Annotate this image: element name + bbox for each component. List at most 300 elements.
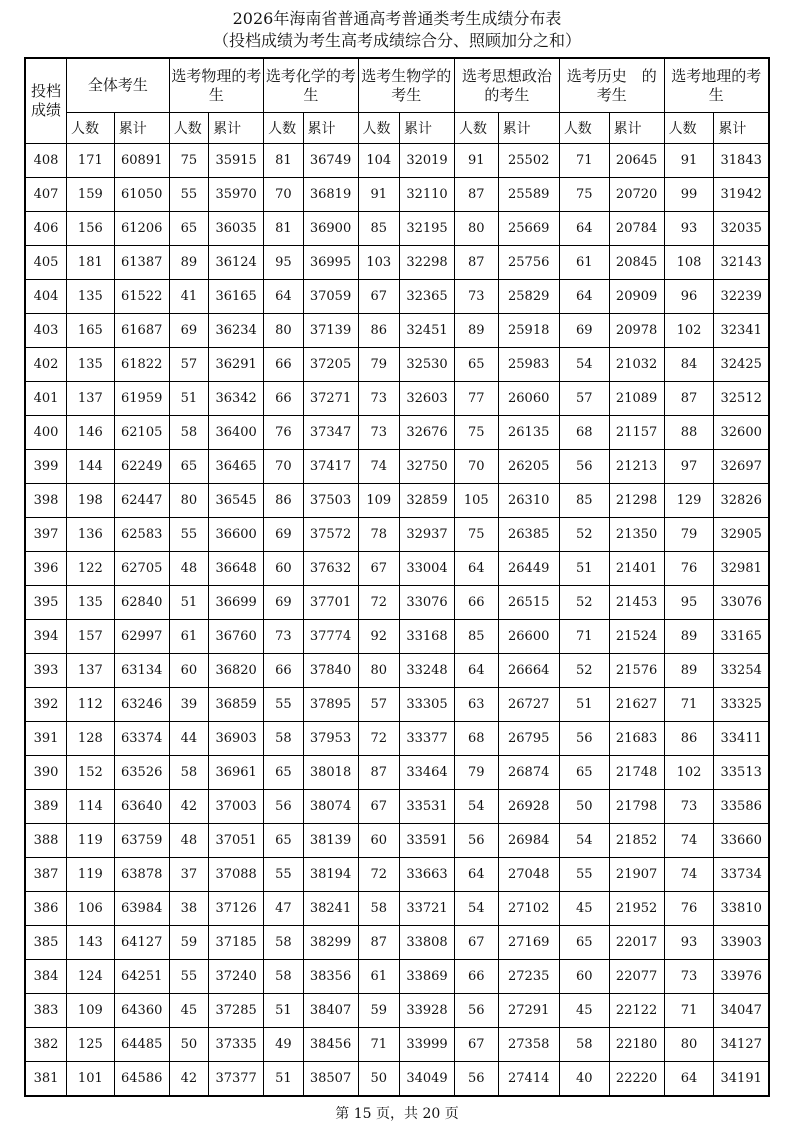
count-cell: 45 [169, 994, 208, 1028]
cumulative-cell: 62447 [114, 484, 169, 518]
score-cell: 407 [25, 178, 66, 212]
cumulative-cell: 33076 [714, 586, 769, 620]
cumulative-cell: 20784 [609, 212, 664, 246]
cumulative-cell: 26515 [498, 586, 559, 620]
count-cell: 96 [664, 280, 714, 314]
score-cell: 405 [25, 246, 66, 280]
cumulative-cell: 37059 [303, 280, 358, 314]
cumulative-cell: 21627 [609, 688, 664, 722]
table-row [25, 144, 769, 178]
count-cell: 135 [66, 348, 114, 382]
cumulative-cell: 37139 [303, 314, 358, 348]
count-cell: 80 [455, 212, 499, 246]
score-cell: 397 [25, 518, 66, 552]
cumulative-cell: 22220 [609, 1062, 664, 1097]
count-cell: 165 [66, 314, 114, 348]
cumulative-cell: 37347 [303, 416, 358, 450]
cumulative-cell: 33999 [400, 1028, 455, 1062]
cumulative-cell: 37205 [303, 348, 358, 382]
cumulative-cell: 37051 [209, 824, 264, 858]
cumulative-cell: 37572 [303, 518, 358, 552]
cumulative-cell: 36900 [303, 212, 358, 246]
cumulative-cell: 33377 [400, 722, 455, 756]
cumulative-cell: 64485 [114, 1028, 169, 1062]
count-cell: 55 [169, 960, 208, 994]
header-group-geography: 选考地理的考生 [664, 58, 769, 113]
cumulative-cell: 36600 [209, 518, 264, 552]
count-cell: 57 [169, 348, 208, 382]
count-cell: 152 [66, 756, 114, 790]
table-row [25, 178, 769, 212]
count-cell: 112 [66, 688, 114, 722]
count-cell: 52 [559, 654, 609, 688]
cumulative-cell: 63526 [114, 756, 169, 790]
cumulative-cell: 33591 [400, 824, 455, 858]
header-group-chemistry: 选考化学的考生 [264, 58, 358, 113]
cumulative-cell: 63759 [114, 824, 169, 858]
count-cell: 95 [264, 246, 303, 280]
count-cell: 95 [664, 586, 714, 620]
cumulative-cell: 36820 [209, 654, 264, 688]
cumulative-cell: 38139 [303, 824, 358, 858]
count-cell: 52 [559, 586, 609, 620]
table-row [25, 246, 769, 280]
count-cell: 75 [169, 144, 208, 178]
cumulative-cell: 36859 [209, 688, 264, 722]
cumulative-cell: 33976 [714, 960, 769, 994]
cumulative-cell: 37953 [303, 722, 358, 756]
cumulative-cell: 34191 [714, 1062, 769, 1097]
page-title: 2026年海南省普通高考普通类考生成绩分布表 [232, 9, 562, 28]
score-cell: 391 [25, 722, 66, 756]
count-cell: 80 [264, 314, 303, 348]
cumulative-cell: 25983 [498, 348, 559, 382]
header-group-all: 全体考生 [66, 58, 169, 113]
count-cell: 54 [559, 348, 609, 382]
count-cell: 78 [358, 518, 399, 552]
score-cell: 400 [25, 416, 66, 450]
count-cell: 55 [169, 178, 208, 212]
count-cell: 88 [664, 416, 714, 450]
count-cell: 119 [66, 858, 114, 892]
score-cell: 383 [25, 994, 66, 1028]
count-cell: 136 [66, 518, 114, 552]
cumulative-cell: 38299 [303, 926, 358, 960]
count-cell: 89 [169, 246, 208, 280]
score-cell: 401 [25, 382, 66, 416]
count-cell: 67 [358, 552, 399, 586]
cumulative-cell: 62105 [114, 416, 169, 450]
header-cumulative: 累计 [498, 113, 559, 144]
table-row [25, 654, 769, 688]
count-cell: 68 [559, 416, 609, 450]
cumulative-cell: 61050 [114, 178, 169, 212]
count-cell: 65 [169, 212, 208, 246]
cumulative-cell: 21576 [609, 654, 664, 688]
count-cell: 51 [169, 586, 208, 620]
count-cell: 69 [559, 314, 609, 348]
cumulative-cell: 27235 [498, 960, 559, 994]
cumulative-cell: 36465 [209, 450, 264, 484]
cumulative-cell: 21032 [609, 348, 664, 382]
count-cell: 73 [358, 382, 399, 416]
table-row [25, 620, 769, 654]
count-cell: 65 [559, 756, 609, 790]
count-cell: 50 [559, 790, 609, 824]
count-cell: 86 [664, 722, 714, 756]
score-cell: 392 [25, 688, 66, 722]
cumulative-cell: 64127 [114, 926, 169, 960]
count-cell: 48 [169, 552, 208, 586]
cumulative-cell: 21089 [609, 382, 664, 416]
count-cell: 67 [358, 790, 399, 824]
cumulative-cell: 33254 [714, 654, 769, 688]
cumulative-cell: 22077 [609, 960, 664, 994]
cumulative-cell: 61387 [114, 246, 169, 280]
count-cell: 71 [559, 620, 609, 654]
count-cell: 44 [169, 722, 208, 756]
cumulative-cell: 38074 [303, 790, 358, 824]
count-cell: 58 [358, 892, 399, 926]
count-cell: 67 [455, 1028, 499, 1062]
cumulative-cell: 36165 [209, 280, 264, 314]
count-cell: 51 [169, 382, 208, 416]
cumulative-cell: 38456 [303, 1028, 358, 1062]
cumulative-cell: 22180 [609, 1028, 664, 1062]
count-cell: 58 [264, 960, 303, 994]
count-cell: 72 [358, 722, 399, 756]
count-cell: 65 [264, 756, 303, 790]
count-cell: 52 [559, 518, 609, 552]
cumulative-cell: 21748 [609, 756, 664, 790]
count-cell: 124 [66, 960, 114, 994]
count-cell: 87 [358, 926, 399, 960]
count-cell: 55 [264, 688, 303, 722]
cumulative-cell: 33411 [714, 722, 769, 756]
table-row [25, 280, 769, 314]
score-cell: 390 [25, 756, 66, 790]
count-cell: 58 [169, 416, 208, 450]
score-cell: 404 [25, 280, 66, 314]
count-cell: 54 [455, 892, 499, 926]
cumulative-cell: 32750 [400, 450, 455, 484]
cumulative-cell: 32937 [400, 518, 455, 552]
count-cell: 198 [66, 484, 114, 518]
cumulative-cell: 27169 [498, 926, 559, 960]
cumulative-cell: 34047 [714, 994, 769, 1028]
cumulative-cell: 36760 [209, 620, 264, 654]
cumulative-cell: 32425 [714, 348, 769, 382]
cumulative-cell: 37285 [209, 994, 264, 1028]
count-cell: 66 [264, 348, 303, 382]
cumulative-cell: 62249 [114, 450, 169, 484]
count-cell: 86 [358, 314, 399, 348]
count-cell: 66 [264, 382, 303, 416]
cumulative-cell: 22017 [609, 926, 664, 960]
cumulative-cell: 61522 [114, 280, 169, 314]
score-distribution-table [24, 57, 770, 1097]
cumulative-cell: 38194 [303, 858, 358, 892]
cumulative-cell: 26600 [498, 620, 559, 654]
count-cell: 109 [358, 484, 399, 518]
count-cell: 75 [455, 518, 499, 552]
cumulative-cell: 36819 [303, 178, 358, 212]
count-cell: 65 [169, 450, 208, 484]
count-cell: 45 [559, 994, 609, 1028]
count-cell: 135 [66, 280, 114, 314]
count-cell: 85 [358, 212, 399, 246]
count-cell: 67 [358, 280, 399, 314]
count-cell: 125 [66, 1028, 114, 1062]
count-cell: 70 [264, 178, 303, 212]
cumulative-cell: 25829 [498, 280, 559, 314]
count-cell: 58 [264, 722, 303, 756]
cumulative-cell: 21298 [609, 484, 664, 518]
count-cell: 66 [455, 960, 499, 994]
cumulative-cell: 34127 [714, 1028, 769, 1062]
cumulative-cell: 38018 [303, 756, 358, 790]
cumulative-cell: 32035 [714, 212, 769, 246]
cumulative-cell: 33903 [714, 926, 769, 960]
count-cell: 71 [664, 994, 714, 1028]
cumulative-cell: 32239 [714, 280, 769, 314]
count-cell: 38 [169, 892, 208, 926]
count-cell: 146 [66, 416, 114, 450]
cumulative-cell: 64360 [114, 994, 169, 1028]
count-cell: 70 [264, 450, 303, 484]
count-cell: 68 [455, 722, 499, 756]
cumulative-cell: 33663 [400, 858, 455, 892]
count-cell: 86 [264, 484, 303, 518]
table-row [25, 688, 769, 722]
count-cell: 63 [455, 688, 499, 722]
cumulative-cell: 26385 [498, 518, 559, 552]
cumulative-cell: 33248 [400, 654, 455, 688]
count-cell: 45 [559, 892, 609, 926]
count-cell: 42 [169, 790, 208, 824]
cumulative-cell: 35970 [209, 178, 264, 212]
score-cell: 393 [25, 654, 66, 688]
count-cell: 40 [559, 1062, 609, 1097]
cumulative-cell: 36699 [209, 586, 264, 620]
count-cell: 73 [358, 416, 399, 450]
count-cell: 58 [169, 756, 208, 790]
count-cell: 64 [559, 212, 609, 246]
count-cell: 37 [169, 858, 208, 892]
cumulative-cell: 32697 [714, 450, 769, 484]
count-cell: 73 [264, 620, 303, 654]
score-cell: 396 [25, 552, 66, 586]
count-cell: 89 [455, 314, 499, 348]
cumulative-cell: 37840 [303, 654, 358, 688]
table-row [25, 416, 769, 450]
cumulative-cell: 32859 [400, 484, 455, 518]
score-cell: 394 [25, 620, 66, 654]
cumulative-cell: 35915 [209, 144, 264, 178]
cumulative-cell: 33869 [400, 960, 455, 994]
count-cell: 55 [264, 858, 303, 892]
count-cell: 51 [559, 552, 609, 586]
count-cell: 56 [455, 1062, 499, 1097]
count-cell: 71 [358, 1028, 399, 1062]
cumulative-cell: 38507 [303, 1062, 358, 1097]
count-cell: 128 [66, 722, 114, 756]
count-cell: 157 [66, 620, 114, 654]
cumulative-cell: 33513 [714, 756, 769, 790]
cumulative-cell: 37335 [209, 1028, 264, 1062]
cumulative-cell: 25502 [498, 144, 559, 178]
cumulative-cell: 25918 [498, 314, 559, 348]
count-cell: 56 [455, 994, 499, 1028]
cumulative-cell: 62583 [114, 518, 169, 552]
header-count: 人数 [169, 113, 208, 144]
count-cell: 129 [664, 484, 714, 518]
cumulative-cell: 37377 [209, 1062, 264, 1097]
header-count: 人数 [66, 113, 114, 144]
count-cell: 65 [264, 824, 303, 858]
cumulative-cell: 62997 [114, 620, 169, 654]
header-cumulative: 累计 [400, 113, 455, 144]
count-cell: 135 [66, 586, 114, 620]
cumulative-cell: 64251 [114, 960, 169, 994]
count-cell: 70 [455, 450, 499, 484]
count-cell: 69 [264, 518, 303, 552]
count-cell: 64 [264, 280, 303, 314]
count-cell: 74 [358, 450, 399, 484]
header-cumulative: 累计 [114, 113, 169, 144]
count-cell: 61 [169, 620, 208, 654]
count-cell: 54 [559, 824, 609, 858]
cumulative-cell: 26727 [498, 688, 559, 722]
count-cell: 80 [358, 654, 399, 688]
cumulative-cell: 63878 [114, 858, 169, 892]
count-cell: 59 [358, 994, 399, 1028]
cumulative-cell: 37503 [303, 484, 358, 518]
table-row [25, 722, 769, 756]
table-row [25, 212, 769, 246]
header-group-physics: 选考物理的考生 [169, 58, 263, 113]
cumulative-cell: 32676 [400, 416, 455, 450]
header-group-history: 选考历史 的考生 [559, 58, 664, 113]
score-cell: 384 [25, 960, 66, 994]
count-cell: 93 [664, 212, 714, 246]
count-cell: 171 [66, 144, 114, 178]
cumulative-cell: 37240 [209, 960, 264, 994]
count-cell: 64 [559, 280, 609, 314]
cumulative-cell: 33305 [400, 688, 455, 722]
count-cell: 101 [66, 1062, 114, 1097]
count-cell: 51 [264, 1062, 303, 1097]
count-cell: 60 [559, 960, 609, 994]
cumulative-cell: 63374 [114, 722, 169, 756]
count-cell: 56 [559, 450, 609, 484]
cumulative-cell: 20720 [609, 178, 664, 212]
cumulative-cell: 26795 [498, 722, 559, 756]
table-row [25, 382, 769, 416]
count-cell: 73 [664, 790, 714, 824]
table-row [25, 1028, 769, 1062]
score-cell: 388 [25, 824, 66, 858]
table-row [25, 484, 769, 518]
count-cell: 72 [358, 586, 399, 620]
cumulative-cell: 36995 [303, 246, 358, 280]
cumulative-cell: 22122 [609, 994, 664, 1028]
count-cell: 137 [66, 382, 114, 416]
count-cell: 75 [455, 416, 499, 450]
cumulative-cell: 33165 [714, 620, 769, 654]
cumulative-cell: 25756 [498, 246, 559, 280]
cumulative-cell: 36035 [209, 212, 264, 246]
header-cumulative: 累计 [303, 113, 358, 144]
cumulative-cell: 26928 [498, 790, 559, 824]
score-cell: 402 [25, 348, 66, 382]
count-cell: 64 [455, 654, 499, 688]
cumulative-cell: 33531 [400, 790, 455, 824]
count-cell: 87 [455, 178, 499, 212]
cumulative-cell: 26984 [498, 824, 559, 858]
count-cell: 104 [358, 144, 399, 178]
count-cell: 60 [264, 552, 303, 586]
cumulative-cell: 62705 [114, 552, 169, 586]
cumulative-cell: 63246 [114, 688, 169, 722]
count-cell: 80 [664, 1028, 714, 1062]
header-count: 人数 [664, 113, 714, 144]
header-count: 人数 [358, 113, 399, 144]
cumulative-cell: 26310 [498, 484, 559, 518]
cumulative-cell: 32600 [714, 416, 769, 450]
cumulative-cell: 21453 [609, 586, 664, 620]
count-cell: 81 [264, 212, 303, 246]
cumulative-cell: 37271 [303, 382, 358, 416]
cumulative-cell: 33734 [714, 858, 769, 892]
cumulative-cell: 63984 [114, 892, 169, 926]
cumulative-cell: 36961 [209, 756, 264, 790]
count-cell: 48 [169, 824, 208, 858]
cumulative-cell: 62840 [114, 586, 169, 620]
count-cell: 42 [169, 1062, 208, 1097]
count-cell: 71 [559, 144, 609, 178]
table-row [25, 450, 769, 484]
count-cell: 102 [664, 314, 714, 348]
cumulative-cell: 26664 [498, 654, 559, 688]
table-row [25, 586, 769, 620]
cumulative-cell: 61822 [114, 348, 169, 382]
count-cell: 91 [455, 144, 499, 178]
count-cell: 79 [358, 348, 399, 382]
cumulative-cell: 33464 [400, 756, 455, 790]
count-cell: 74 [664, 824, 714, 858]
cumulative-cell: 26874 [498, 756, 559, 790]
header-group-politics: 选考思想政治的考生 [455, 58, 560, 113]
count-cell: 64 [455, 552, 499, 586]
cumulative-cell: 64586 [114, 1062, 169, 1097]
count-cell: 79 [664, 518, 714, 552]
count-cell: 39 [169, 688, 208, 722]
count-cell: 143 [66, 926, 114, 960]
count-cell: 76 [664, 892, 714, 926]
cumulative-cell: 33721 [400, 892, 455, 926]
count-cell: 159 [66, 178, 114, 212]
cumulative-cell: 63134 [114, 654, 169, 688]
count-cell: 137 [66, 654, 114, 688]
count-cell: 47 [264, 892, 303, 926]
score-cell: 385 [25, 926, 66, 960]
count-cell: 75 [559, 178, 609, 212]
count-cell: 79 [455, 756, 499, 790]
count-cell: 97 [664, 450, 714, 484]
count-cell: 122 [66, 552, 114, 586]
cumulative-cell: 37701 [303, 586, 358, 620]
